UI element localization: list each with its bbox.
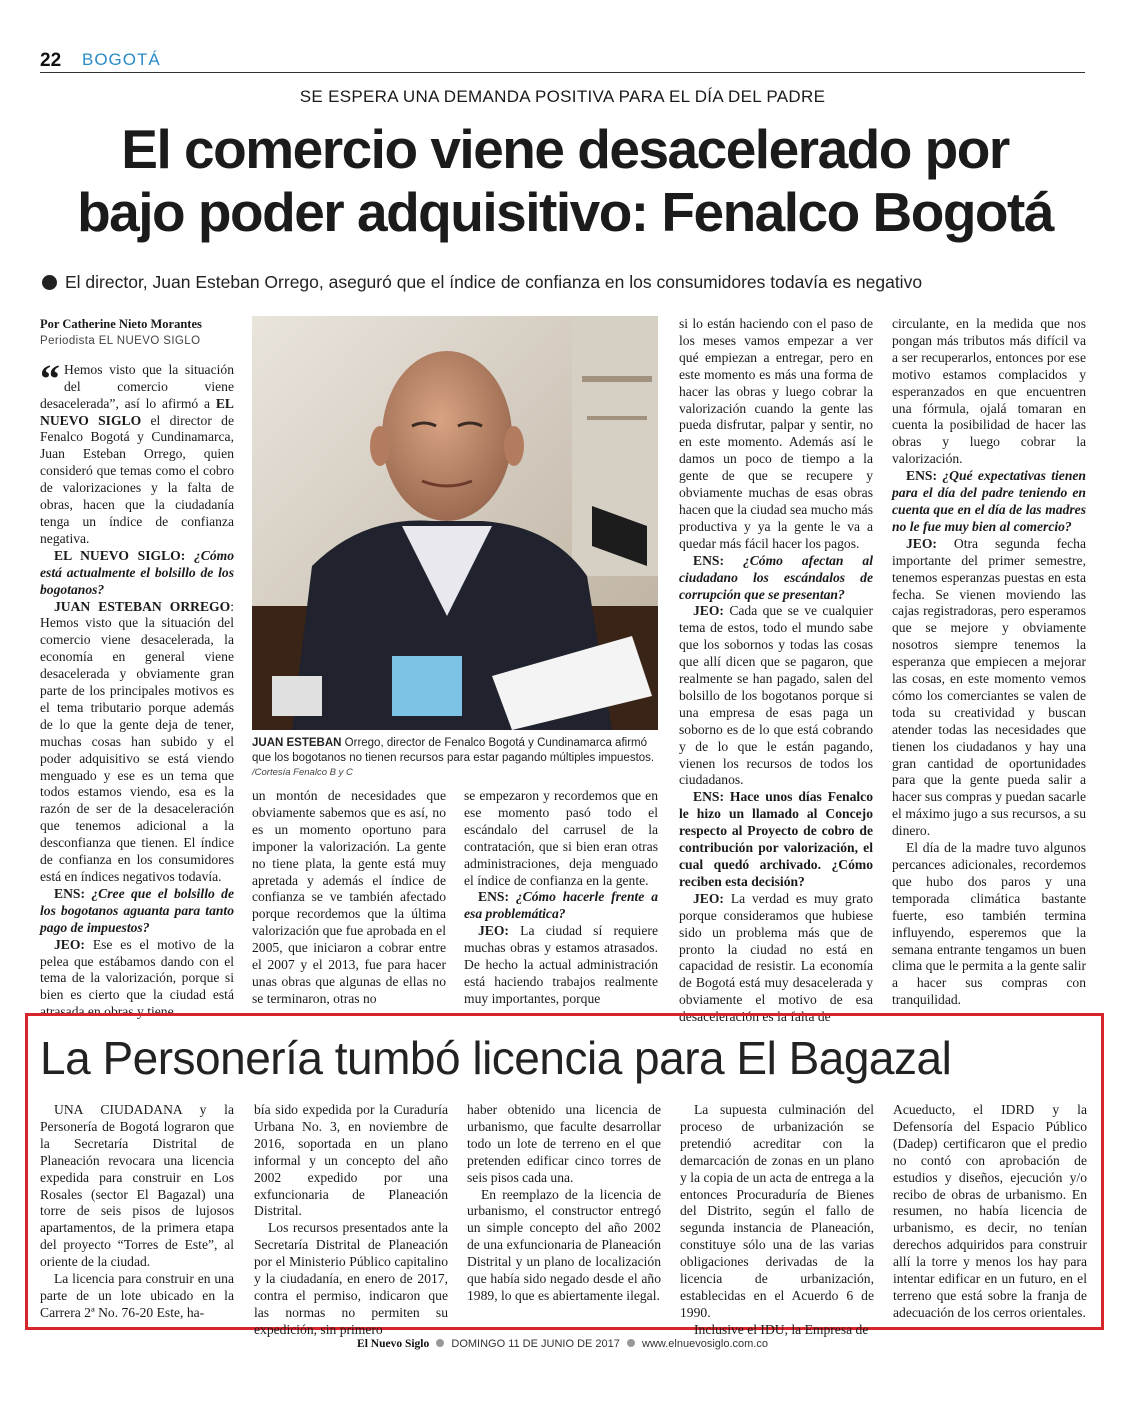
separator-dot-icon bbox=[436, 1339, 444, 1347]
answer: JEO: La ciudad sí requiere muchas obras y estamos atrasados. De hecho la actual administración está haciendo trabajos realmente muy importantes, porque bbox=[464, 923, 658, 1006]
page-number: 22 bbox=[40, 50, 62, 71]
page-footer bbox=[0, 1338, 1125, 1350]
question: ENS: Hace unos días Fenalco le hizo un llamado al Concejo respecto al Proyecto de cobro de contribución por valorización, el cual quedó archivado. ¿Cómo reciben esta decisión? bbox=[679, 789, 873, 889]
box-column-5: Acueducto, el IDRD y la Defensoría del Espacio Público (Dadep) certificaron que el predio no contó con aprobación de estudios y diseños, ejecución y/o recibo de obras de urbanismo. En resumen, no había licencia de urbanismo, es decir, no tenían derechos adquiridos para construir allí la torre y menos los hay para intentar edificar en un futuro, en el terreno que está sobre la franja de adecuación de los cerros orientales. bbox=[893, 1102, 1087, 1320]
lead-paragraph: “ Hemos visto que la situación del comercio viene desacelerada”, así lo afirmó a EL NUEVO SIGLO el director de Fenalco Bogotá y Cundinamarca, Juan Esteban Orrego, quien consideró que temas como el cobro de valorizaciones y la falta de obras, hacen que la ciudadanía tenga un índice de confianza negativa. bbox=[40, 355, 234, 546]
section-label: BOGOTÁ bbox=[82, 50, 161, 69]
article-column-3: se empezaron y recordemos que en ese momento pasó todo el escándalo del carrusel de la contratación, que si bien eran otras administraciones, deja menguado el índice de confianza en la gente. ENS: ¿Cómo hacerle frente a esa problemática? JEO: La ciudad sí requiere muchas obras y estamos atrasados. De hecho la actual administración está haciendo trabajos realmente muy importantes, porque bbox=[464, 788, 658, 1006]
question: ENS: ¿Cómo afectan al ciudadano los escándalos de corrupción que se presentan? bbox=[679, 552, 873, 602]
photo-portrait-illustration bbox=[252, 316, 658, 730]
answer: JEO: La verdad es muy grato porque consideramos que hubiese sido un problema más que de pronto la ciudad no está en capacidad de resistir. La economía de Bogotá está muy desacelerada y obviamente el motivo de esa desaceleración es la falta de bbox=[679, 890, 873, 1025]
newspaper-logo: El Nuevo Siglo bbox=[357, 1338, 430, 1350]
publication-date: DOMINGO 11 DE JUNIO DE 2017 bbox=[451, 1338, 620, 1350]
answer: JEO: Cada que se ve cualquier tema de estos, todo el mundo sabe que los sobornos y todas las cosas que allí dicen que se pagaron, que realmente se han pagado, salen del bolsillo de los bogotanos porque si una empresa de esas paga un soborno es de lo que está cobrando y de lo que le están pagando, vienen los recursos de todos los ciudadanos. bbox=[679, 603, 873, 788]
article-column-5: circulante, en la medida que nos pongan más tributos más difícil va a ser recuperarlos, entonces por ese motivo estamos complacidos y esperanzados en que encuentren una fórmula, ojalá tomaran en cuenta la posibilidad de hacer las obras y luego cobrar la valorización. ENS: ¿Qué expectativas tienen para el día del padre teniendo en cuenta que en el día de las madres no le fue muy bien al comercio? JEO: Otra segunda fecha importante del primer semestre, tenemos esperanzas puestas en esta fecha. Se vienen moviendo las cajas registradoras, pero esperamos que se mejore y obviamente nosotros siempre tenemos la esperanza que empiecen a mejorar las cosas, en este momento vemos cómo los comerciantes se valen de toda su creatividad y buscan atender todas las necesidades que tienen los ciudadanos y hay una gran cantidad de oportunidades para que la gente pueda salir a hacer sus compras y puedan sacarle el máximo jugo a sus recursos, a su dinero. El día de la madre tuvo algunos percances adicionales, recordemos que hubo dos paros y una temporada climática bastante fuerte, eso también termina influyendo, esperemos que la semana entrante tengamos un buen clima que le permita a la gente salir a hacer sus compras con tranquilidad. bbox=[892, 316, 1086, 1008]
question: ENS: ¿Cómo hacerle frente a esa problemática? bbox=[464, 889, 658, 922]
header-rule bbox=[40, 72, 1085, 73]
quote-mark-icon: “ bbox=[40, 355, 60, 401]
answer: JEO: Otra segunda fecha importante del primer semestre, tenemos esperanzas puestas en esta fecha. Se vienen moviendo las cajas registradoras, pero esperamos que se mejore y obviamente nosotros siempre tenemos la esperanza que empiecen a mejorar las cosas, en este momento vemos cómo los comerciantes se valen de toda su creatividad y buscan atender todas las necesidades que tienen los ciudadanos y hay una gran cantidad de oportunidades para que la gente pueda salir a hacer sus compras y puedan sacarle el máximo jugo a sus recursos, a su dinero. bbox=[892, 535, 1086, 839]
box-column-1: UNA CIUDADANA y la Personería de Bogotá lograron que la Secretaría Distrital de Planeación revocara una licencia expedida para construir en Los Rosales (sector El Bagazal) una torre de seis pisos de lujosos apartamentos, de la primera etapa del proyecto “Torres de Este”, al oriente de la ciudad. La licencia para construir en una parte de un lote ubicado en la Carrera 2ª No. 76-20 Este, ha- bbox=[40, 1102, 234, 1320]
article-column-1 bbox=[40, 316, 234, 1021]
question: ENS: ¿Cree que el bolsillo de los bogotanos aguanta para tanto pago de impuestos? bbox=[40, 885, 234, 935]
separator-dot-icon bbox=[627, 1339, 635, 1347]
subheadline bbox=[42, 272, 1092, 293]
byline: Por Catherine Nieto Morantes bbox=[40, 317, 202, 331]
bullet-icon bbox=[42, 275, 57, 290]
headline-line-2: bajo poder adquisitivo: Fenalco Bogotá bbox=[77, 181, 1053, 243]
article-column-2: un montón de necesidades que obviamente sabemos que es así, no es un momento oportuno para imponer la valorización. La gente no tiene plata, la gente está muy apretada y además el índice de confianza se ve también afectado porque recordemos que la última valorización que fue aprobada en el 2005, que iniciaron a cobrar entre el 2007 y el 2013, fue para hacer unas obras que algunas de ellas no se terminaron, otras no bbox=[252, 788, 446, 1006]
box-column-4: La supuesta culminación del proceso de urbanización se pretendió acreditar con la demarcación de zonas en un plano y la copia de un acta de entrega a la entonces Procuraduría de Bienes del Distrito, según el fallo de segunda instancia de Planeación, constituye sólo una de las varias obligaciones derivadas de la licencia de urbanización, establecidas en el Acuerdo 6 de 1990. Inclusive el IDU, la Empresa de bbox=[680, 1102, 874, 1337]
answer: JEO: Ese es el motivo de la pelea que estábamos dando con el tema de la valorización, porque si bien es cierto que la ciudad está atrasada en obras y tiene bbox=[40, 936, 234, 1020]
question: EL NUEVO SIGLO: ¿Cómo está actualmente el bolsillo de los bogotanos? bbox=[40, 547, 235, 597]
website-link[interactable]: www.elnuevosiglo.com.co bbox=[642, 1338, 768, 1350]
kicker: SE ESPERA UNA DEMANDA POSITIVA PARA EL DÍA DEL PADRE bbox=[299, 87, 826, 106]
subheadline-text: El director, Juan Esteban Orrego, aseguró que el índice de confianza en los consumidores todavía es negativo bbox=[65, 272, 923, 292]
article-column-4: si lo están haciendo con el paso de los meses vamos empezar a ver qué empiezan a entregar, pero en este momento es más una forma de hacer las obras y luego cobrar la valorización cuando la gente las pueda disfrutar, palpar y sentir, no en este momento. Además así le damos un poco de tiempo a la gente de que se recupere y obviamente muchas de esas obras hacen que la ciudad sea mucho más productiva y ya la gente le va a quedar más fácil hacer los pagos. ENS: ¿Cómo afectan al ciudadano los escándalos de corrupción que se presentan? JEO: Cada que se ve cualquier tema de estos, todo el mundo sabe que los sobornos y todas las cosas que allí dicen que se pagaron, que realmente se han pagado, salen del bolsillo de los bogotanos porque si una empresa de esas paga un soborno es de lo que está cobrando y de lo que le están pagando, vienen los recursos de todos los ciudadanos. ENS: Hace unos días Fenalco le hizo un llamado al Concejo respecto al Proyecto de cobro de contribución por valorización, el cual quedó archivado. ¿Cómo reciben esta decisión? JEO: La verdad es muy grato porque consideramos que hubiese sido un problema más que de pronto la ciudad no está en capacidad de resistir. La economía de Bogotá está muy desacelerada y obviamente el motivo de esa desaceleración es la falta de bbox=[679, 316, 874, 1025]
photo-credit: /Cortesía Fenalco B y C bbox=[252, 767, 353, 778]
box-headline: La Personería tumbó licencia para El Bagazal bbox=[40, 1032, 952, 1084]
box-column-2: bía sido expedida por la Curaduría Urbana No. 3, en noviembre de 2016, soportada en un plano informal y un concepto del año 2002 expedido por una exfuncionaria de Planeación Distrital. Los recursos presentados ante la Secretaría Distrital de Planeación por el Ministerio Público capitalino y la ciudadanía, en enero de 2017, contra el permiso, indicaron que las normas no permiten su expedición, sin primero bbox=[254, 1102, 448, 1337]
box-column-3: haber obtenido una licencia de urbanismo, que faculte desarrollar todo un lote de terreno en el que pretenden edificar cinco torres de seis pisos cada una. En reemplazo de la licencia de urbanismo, el constructor entregó un simple concepto del año 2002 de una exfuncionaria de Planeación Distrital y un plano de localización que había sido negado desde el año 1989, lo que es abiertamente ilegal. bbox=[467, 1102, 661, 1303]
answer: JUAN ESTEBAN ORREGO: Hemos visto que la situación del comercio viene desacelerada, la economía en general viene desacelerada y obviamente gran parte de los principales motivos es el tema tributario porque además de lo que la gente deja de tener, muchas cosas han subido y el poder adquisitivo se está viendo menguado y ese es un tema que todos estamos viendo, esa es la razón de ser de la desaceleración que tenemos adicional a la desconfianza que tienen. El índice de confianza en los consumidores está en índices negativos todavía. bbox=[40, 598, 234, 884]
article-photo bbox=[252, 316, 658, 730]
photo-caption: JUAN ESTEBAN Orrego, director de Fenalco Bogotá y Cundinamarca afirmó que los bogotanos no tienen recursos para estar pagando múltiples impuestos. /Cortesía Fenalco B y C bbox=[252, 737, 655, 778]
headline bbox=[30, 118, 1100, 244]
question: ENS: ¿Qué expectativas tienen para el día del padre teniendo en cuenta que en el día de las madres no le fue muy bien al comercio? bbox=[892, 468, 1086, 534]
headline-line-1: El comercio viene desacelerado por bbox=[121, 118, 1009, 180]
byline-role: Periodista EL NUEVO SIGLO bbox=[40, 334, 201, 347]
